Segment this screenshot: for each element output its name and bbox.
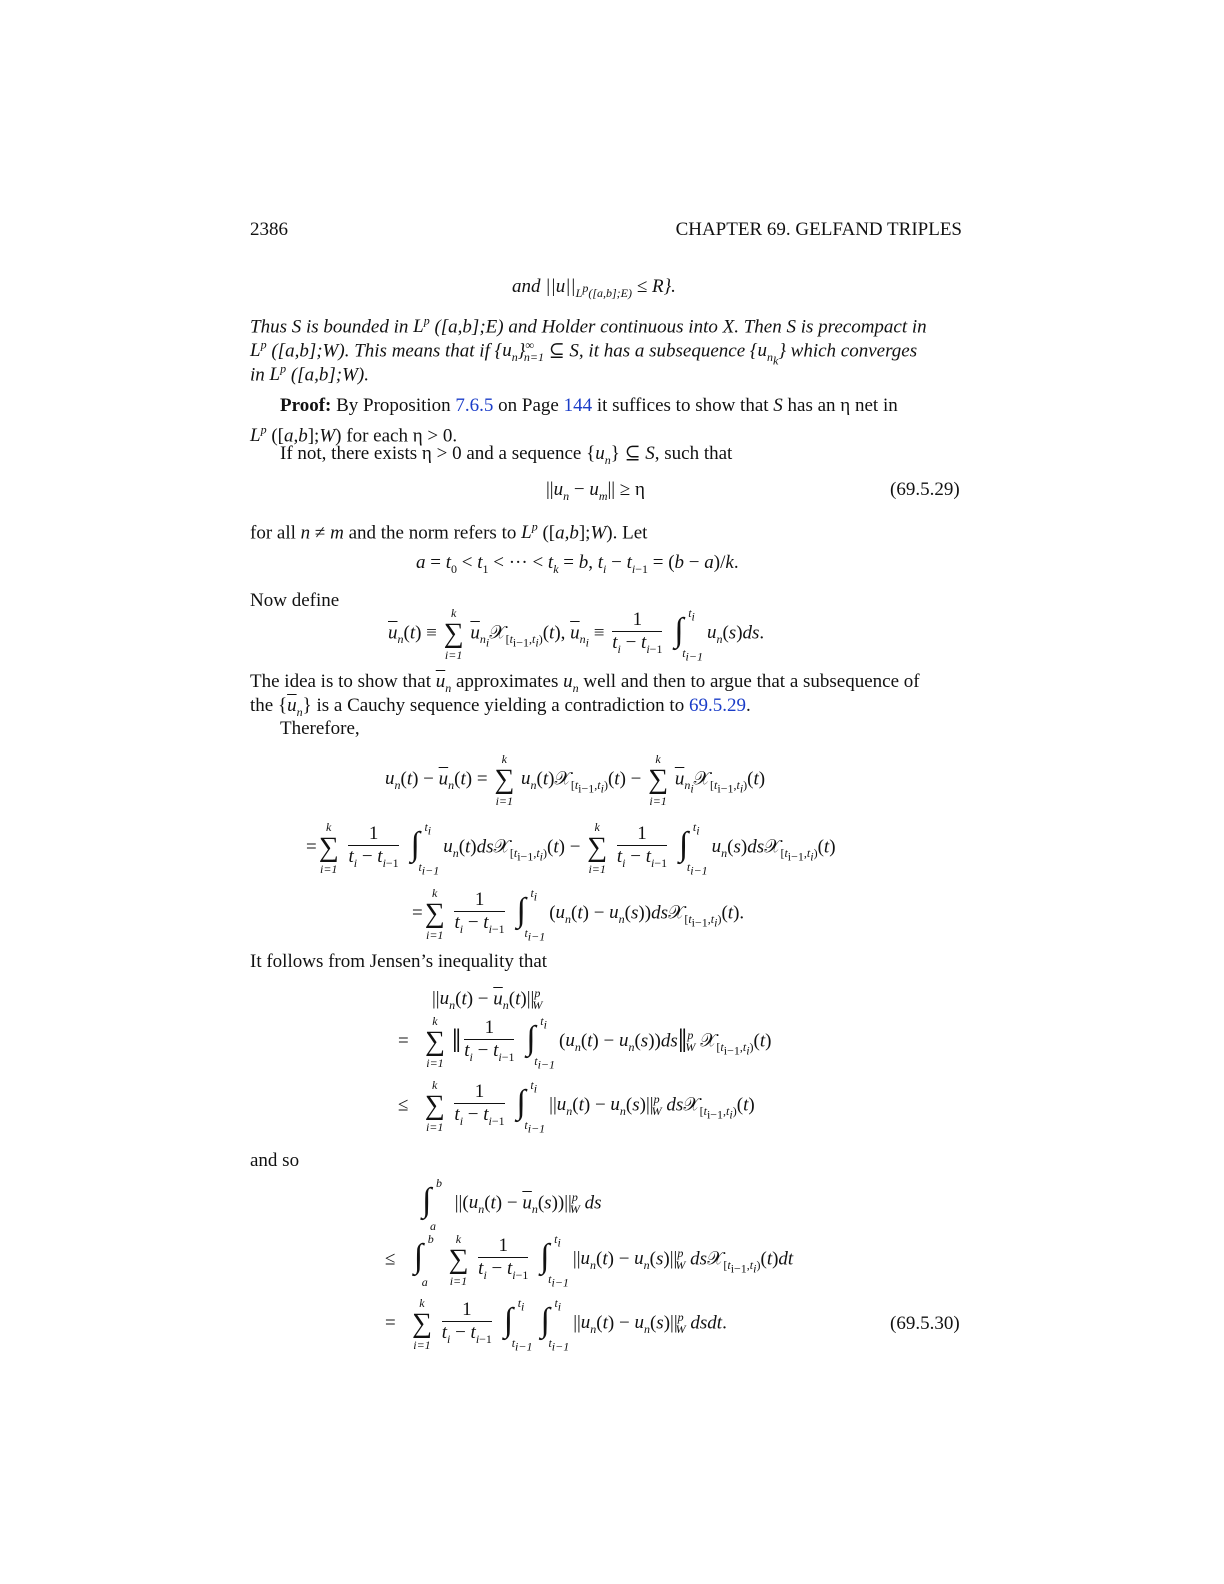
- theorem-line-3: in $L^p$ ([a,b];W).: [250, 362, 369, 386]
- jensen-line-2: = k ∑ i=1 ‖ $\frac{1}{t_i - t_{i-1}}$ ∫ $t_i$ $t_{i-1}$ ($u_n(t)$ − $u_n(s))ds‖^p_W$ 𝒳$_{[t_{i-1},t_i)}$(t): [398, 1014, 772, 1071]
- proof-line-5: Now define: [250, 590, 340, 611]
- proof-line-6b: the $\{\overline{u}_n\}$ is a Cauchy sequence yielding a contradiction to 69.5.29.: [250, 695, 751, 719]
- proof-line-2: $L^p$ ([a,b];W) for each η > 0.: [250, 423, 458, 447]
- integral-line-3: = k ∑ i=1 $\frac{1}{t_i - t_{i-1}}$ ∫ $t_i$ $t_{i-1}$ ∫ $t_i$ $t_{i-1}$ $||u_n(t) - u_n(s)||^p_W$ dsdt.: [385, 1296, 727, 1353]
- proof-line-9: and so: [250, 1150, 300, 1171]
- proof-label: Proof:: [280, 395, 332, 416]
- chapter-title: CHAPTER 69. GELFAND TRIPLES: [675, 219, 962, 240]
- difference-equation-1: $u_n(t) - \overline{u}_n(t)$ = k ∑ i=1 $u_n(t)𝒳_{[t_{i-1},t_i)}(t)$ − k ∑ i=1 $\overline{u}_{n_i}𝒳_{[t_{i-1},t_i)}(t)$: [385, 752, 766, 808]
- equation-69-5-29: $||u_n - u_m|| \ge \eta$: [546, 479, 645, 503]
- difference-equation-2: = k ∑ i=1 $\frac{1}{t_i - t_{i-1}}$ ∫ $t_i$ $t_{i-1}$ $u_n(t)ds𝒳_{[t_{i-1},t_i)}(t)$ − k ∑ i=1 $\frac{1}{t_i - t_{i-1}}$ ∫ $t_i$ $t_{i-1}$ $u_n(s)ds𝒳_{[t_{i-1},t_i)}(t)$: [306, 820, 836, 877]
- theorem-line-2: $L^p$ ([a,b];W). This means that if $\{u_n\}^\infty_{n=1}$ ⊆ S, it has a subsequence $\{u_{n_k}\}$ which converges: [250, 338, 918, 368]
- page-link[interactable]: 144: [563, 395, 593, 416]
- equation-number-29: (69.5.29): [890, 479, 960, 500]
- proof-line-8: It follows from Jensen’s inequality that: [250, 951, 548, 972]
- integral-line-1: ∫ b a $||(u_n(t) - \overline{u}_n(s))||^p_W$ ds: [422, 1176, 602, 1233]
- proof-line-1: Proof: By Proposition 7.6.5 on Page 144 it suffices to show that S has an η net in: [280, 395, 898, 416]
- equation-link[interactable]: 69.5.29: [688, 695, 746, 716]
- proof-line-3: If not, there exists η > 0 and a sequence $\{u_n\}$ ⊆ S, such that: [280, 443, 733, 467]
- proof-line-4: for all n ≠ m and the norm refers to $L^p$ ([a,b];W). Let: [250, 520, 648, 544]
- jensen-line-1: $||u_n(t) - \overline{u}_n(t)||^p_W$: [432, 986, 543, 1013]
- theorem-line-1: Thus S is bounded in $L^p$ ([a,b];E) and Holder continuous into X. Then S is precompact in: [250, 314, 927, 338]
- equation-number-30: (69.5.30): [890, 1313, 960, 1334]
- integral-line-2: ≤ ∫ b a k ∑ i=1 $\frac{1}{t_i - t_{i-1}}$ ∫ $t_i$ $t_{i-1}$ $||u_n(t) - u_n(s)||^p_W$ ds𝒳$_{[t_{i-1},t_i)}$(t)dt: [385, 1232, 794, 1289]
- theorem-tail: and $||u||_{L^p([a,b];E)} \le R$}.: [512, 276, 676, 300]
- proof-line-7: Therefore,: [280, 718, 360, 739]
- difference-equation-3: = k ∑ i=1 $\frac{1}{t_i - t_{i-1}}$ ∫ $t_i$ $t_{i-1}$ ($u_n(t)$ − $u_n(s))ds𝒳_{[t_{i-1},t_i)}(t)$.: [412, 886, 745, 943]
- page-number: 2386: [250, 219, 288, 240]
- definition-equation: $\overline{u}_n(t)$ ≡ k ∑ i=1 $\overline{u}_{n_i}𝒳_{[t_{i-1},t_i)}(t)$, $\overline{u}_{n_i}$ ≡ $\frac{1}{t_i - t_{i-1}}$ ∫ $t_i$ $t_{i-1}$ $u_n(s)ds$.: [388, 606, 765, 663]
- jensen-line-3: ≤ k ∑ i=1 $\frac{1}{t_i - t_{i-1}}$ ∫ $t_i$ $t_{i-1}$ $||u_n(t) - u_n(s)||^p_W$ ds𝒳$_{[t_{i-1},t_i)}$(t): [398, 1078, 755, 1135]
- proof-line-6a: The idea is to show that $\overline{u}_n$ approximates $u_n$ well and then to argue that a subsequence of: [250, 671, 920, 695]
- partition-equation: $a = t_0 < t_1$ < ··· < $t_k = b$, $t_i - t_{i-1} = (b - a)/k$.: [416, 552, 739, 576]
- proposition-link[interactable]: 7.6.5: [455, 395, 494, 416]
